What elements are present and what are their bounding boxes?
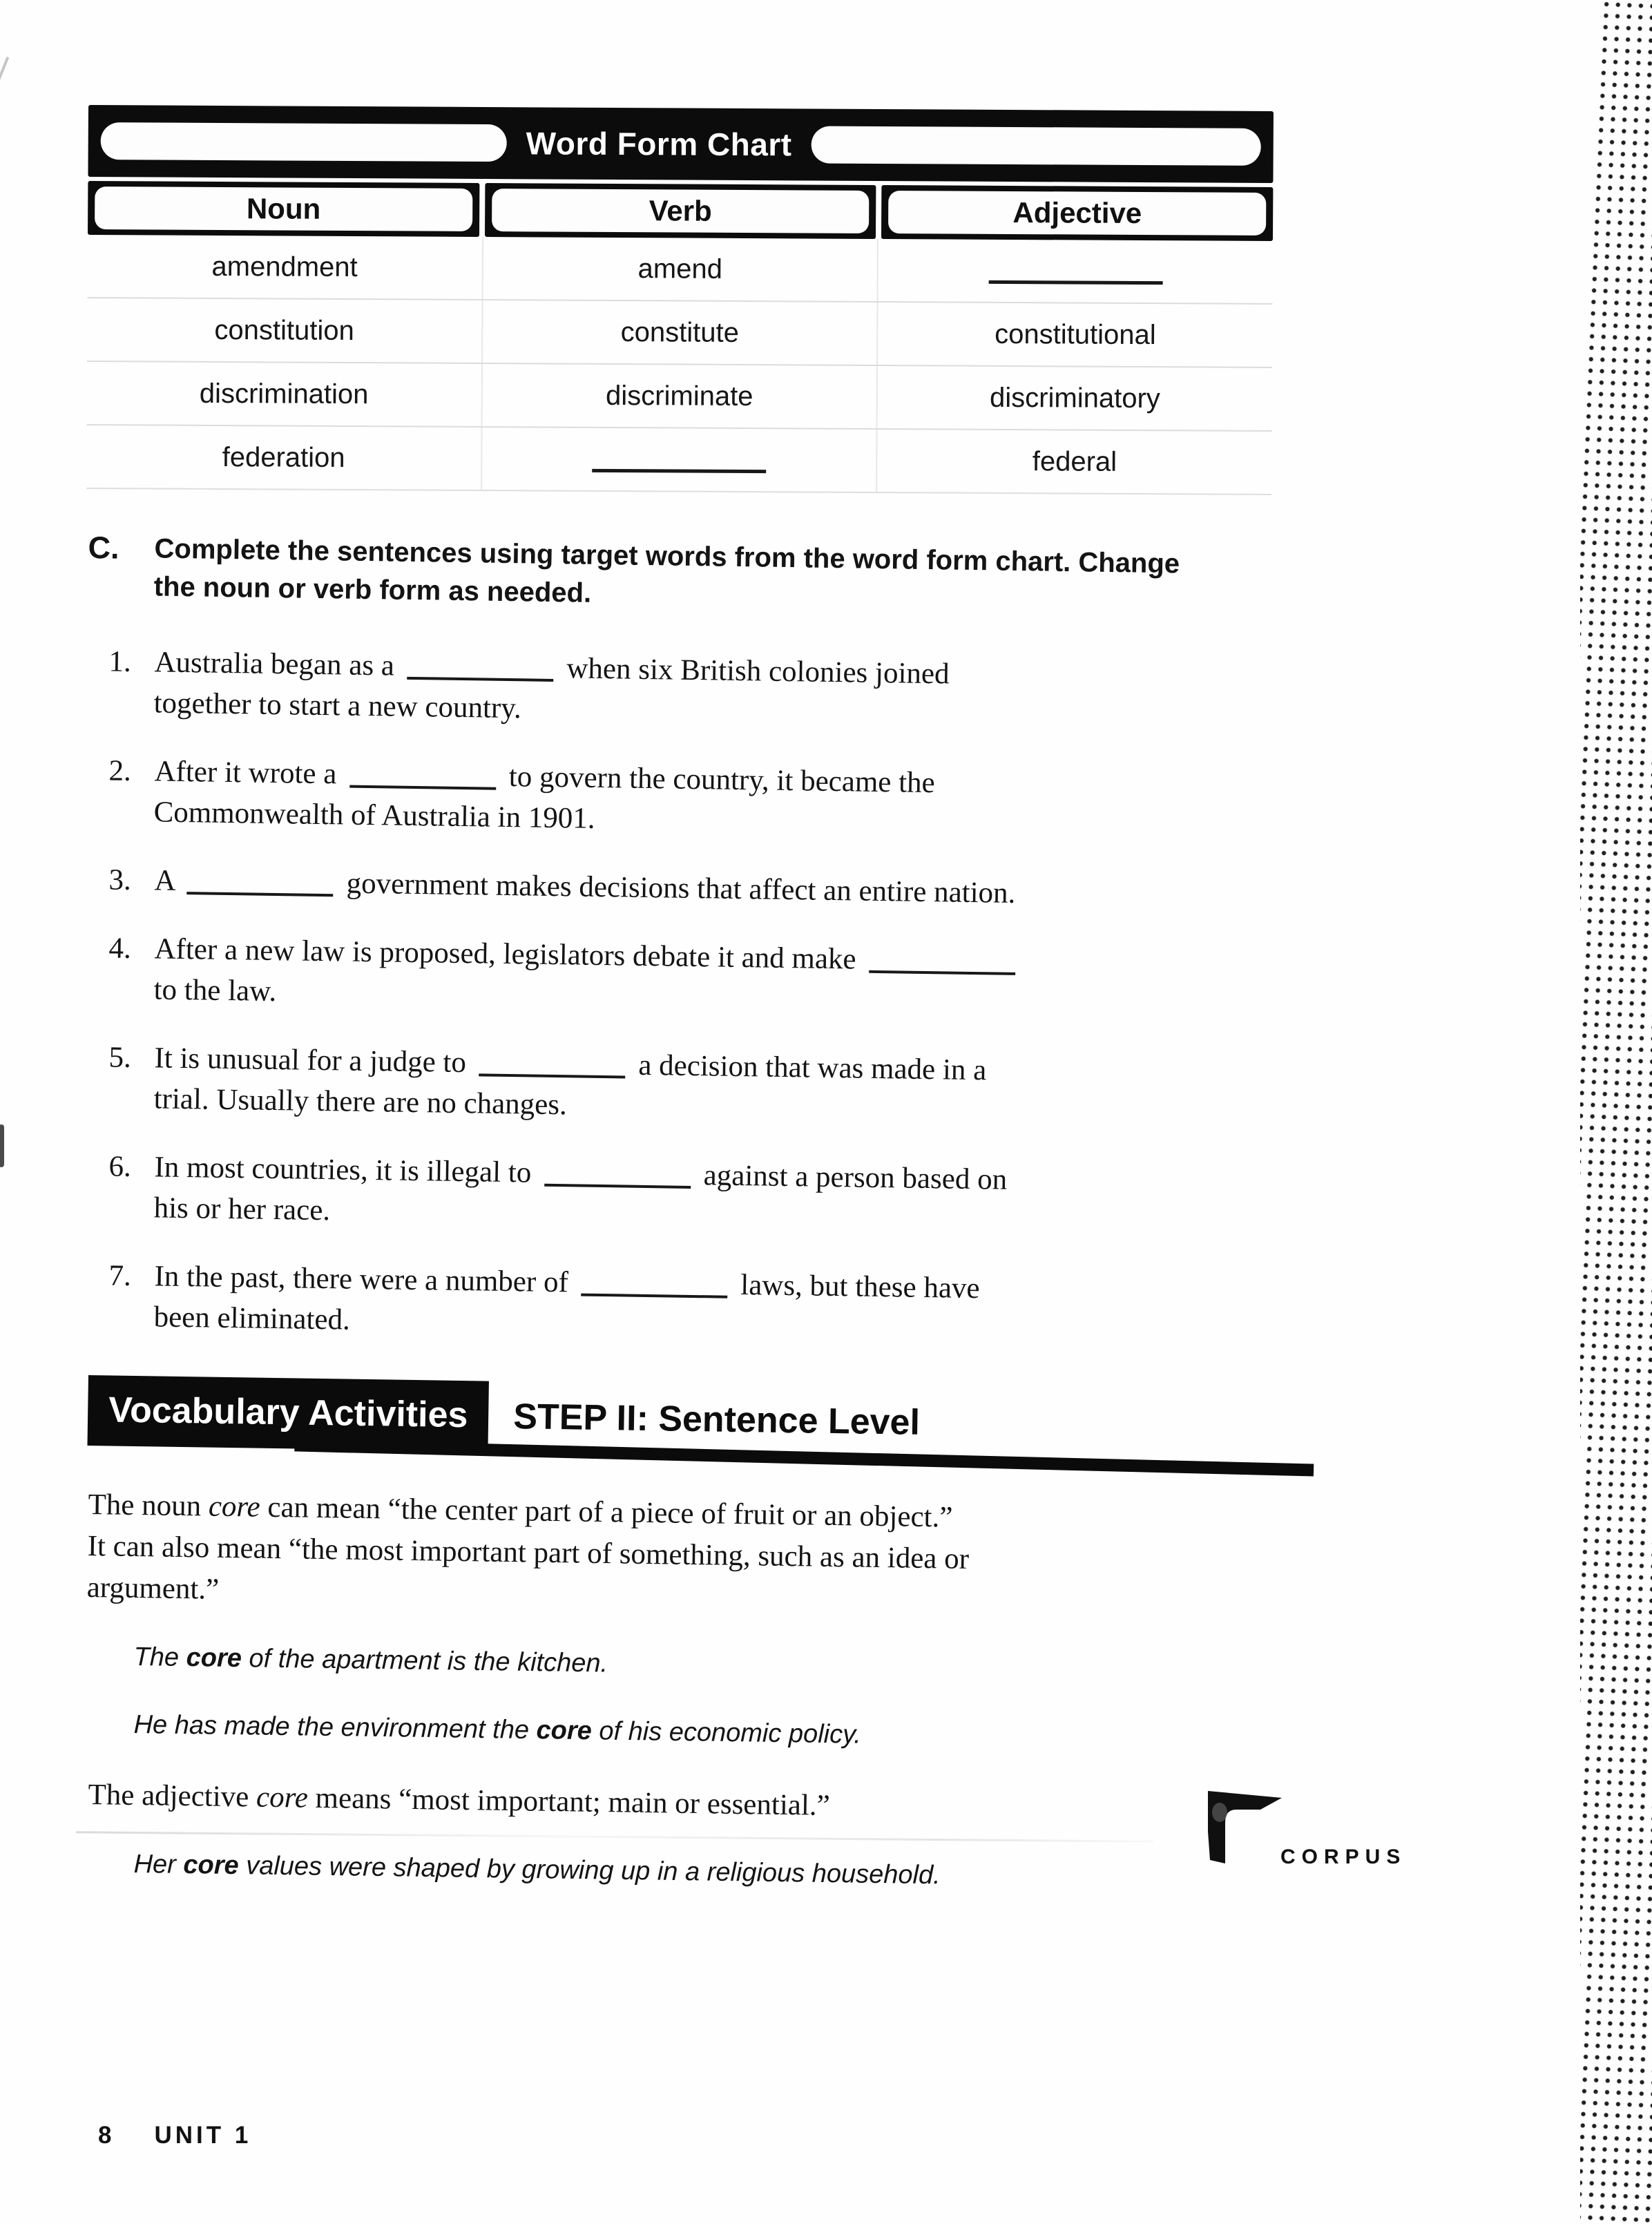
text-segment: means “most important; main or essential.”: [307, 1781, 831, 1822]
decorative-pill-left: [101, 122, 507, 162]
word-form-cell: [876, 366, 1272, 430]
word-form-cell: [481, 364, 876, 428]
word-form-chart-banner: [88, 105, 1274, 183]
exercise-item: [87, 928, 1325, 1028]
text-segment: core: [186, 1643, 242, 1674]
halftone-texture: [1580, 0, 1652, 2224]
text-line: [133, 1639, 1325, 1691]
item-text: [153, 1147, 1007, 1240]
text-segment: It can also mean “the most important part of something, such as an idea or: [87, 1529, 970, 1575]
word-form-value: federation: [222, 441, 345, 473]
section-banner-title: Vocabulary Activities: [108, 1390, 468, 1436]
item-text: [153, 642, 950, 735]
column-header-label: Adjective: [888, 191, 1266, 236]
page-footer: [98, 2122, 251, 2149]
word-form-value: amend: [637, 253, 723, 285]
corpus-logo-label: CORPUS: [1280, 1846, 1407, 1868]
text-segment: In most countries, it is illegal to: [154, 1151, 539, 1189]
page-content: [88, 105, 1325, 1914]
exercise-c: [88, 529, 1325, 1336]
exercise-item: [88, 859, 1325, 919]
text-segment: Australia began as a: [154, 646, 403, 682]
fill-in-blank: [581, 1268, 728, 1298]
text-segment: laws, but these have: [733, 1268, 980, 1305]
item-text: [153, 751, 935, 844]
text-segment: against a person based on: [695, 1159, 1008, 1196]
text-line: [154, 860, 1016, 913]
text-segment: core: [183, 1850, 239, 1881]
word-form-chart-rows: [86, 235, 1273, 495]
text-line: [133, 1707, 1325, 1759]
text-segment: of his economic policy.: [591, 1716, 862, 1750]
text-segment: trial. Usually there are no changes.: [153, 1082, 568, 1122]
core-vocabulary-section: [86, 1484, 1325, 1890]
text-segment: together to start a new country.: [153, 687, 522, 725]
fill-in-blank: [479, 1048, 626, 1079]
text-segment: to the law.: [153, 973, 277, 1008]
text-segment: a decision that was made in a: [631, 1048, 987, 1087]
item-number: 6.: [108, 1150, 132, 1183]
column-header-verb: [485, 183, 876, 239]
corpus-logo: [1206, 1790, 1407, 1880]
text-segment: It is unusual for a judge to: [154, 1042, 474, 1080]
text-segment: argument.”: [86, 1571, 220, 1606]
exercise-instructions: [153, 530, 1180, 621]
text-segment: core: [256, 1781, 309, 1814]
halftone-dots: [1580, 0, 1652, 2224]
text-segment: After a new law is proposed, legislators debate it and make: [154, 932, 864, 976]
instruction-line: Complete the sentences using target words from the word form chart. Change: [154, 533, 1180, 579]
exercise-item: [87, 1255, 1325, 1355]
unit-label: UNIT 1: [154, 2122, 252, 2149]
example-sentence: [133, 1639, 1325, 1691]
decorative-pill-right: [811, 126, 1260, 165]
item-text: [153, 928, 1021, 1023]
text-segment: core: [536, 1716, 593, 1746]
item-number: 7.: [108, 1259, 132, 1292]
scan-artifact-left-edge: [0, 1124, 4, 1167]
instruction-line: the noun or verb form as needed.: [153, 571, 592, 608]
item-number: 1.: [108, 645, 132, 678]
fill-in-blank: [592, 446, 766, 473]
text-segment: when six British colonies joined: [559, 652, 950, 691]
text-segment: Commonwealth of Australia in 1901.: [153, 796, 595, 835]
definition-paragraph: [86, 1484, 1324, 1627]
example-sentence: [133, 1846, 1325, 1899]
text-segment: to govern the country, it became the: [501, 760, 936, 800]
column-header-label: Verb: [492, 189, 870, 233]
column-header-adjective: [881, 185, 1273, 241]
word-form-cell: [876, 303, 1272, 367]
exercise-item: [87, 641, 1325, 741]
section-banner-subtitle: STEP II: Sentence Level: [512, 1397, 921, 1443]
word-form-cell: [86, 425, 481, 490]
text-line: [133, 1846, 1325, 1899]
text-segment: Her: [133, 1849, 184, 1879]
exercise-item: [87, 1037, 1325, 1137]
text-segment: been eliminated.: [153, 1301, 351, 1336]
word-form-cell: [481, 237, 877, 301]
text-segment: values were shaped by growing up in a religious household.: [238, 1851, 941, 1890]
text-segment: his or her race.: [153, 1191, 331, 1227]
word-form-chart: [86, 105, 1274, 495]
text-segment: The noun: [88, 1488, 209, 1523]
text-segment: In the past, there were a number of: [154, 1260, 576, 1299]
column-header-noun: [88, 181, 479, 237]
exercise-item-list: [88, 641, 1325, 1336]
word-form-value: amendment: [211, 251, 358, 282]
item-number: 4.: [108, 932, 132, 965]
text-segment: The: [133, 1642, 186, 1673]
example-sentence: [133, 1707, 1325, 1759]
word-form-row: [87, 297, 1272, 367]
word-form-value: constitute: [620, 316, 740, 348]
fill-in-blank: [544, 1158, 691, 1189]
fill-in-blank: [349, 760, 497, 790]
word-form-cell: [481, 300, 877, 365]
word-form-chart-column-headers: [88, 181, 1273, 241]
word-form-value: federal: [1032, 445, 1117, 477]
word-form-cell: [87, 298, 481, 363]
item-text: [153, 1037, 986, 1131]
section-banner: [87, 1375, 1314, 1464]
fill-in-blank: [407, 651, 554, 682]
text-segment: core: [208, 1490, 261, 1524]
text-segment: He has made the environment the: [133, 1709, 537, 1745]
item-number: 2.: [108, 754, 132, 787]
item-number: 5.: [108, 1041, 132, 1074]
word-form-value: discrimination: [199, 378, 369, 410]
fill-in-blank: [869, 945, 1016, 975]
corpus-logo-icon: [1206, 1790, 1283, 1868]
word-form-value: constitutional: [995, 318, 1156, 350]
word-form-chart-title: Word Form Chart: [526, 125, 792, 163]
section-banner-box: [87, 1375, 489, 1452]
text-segment: The adjective: [88, 1778, 257, 1814]
text-segment: A: [154, 864, 182, 898]
item-number: 3.: [108, 863, 132, 897]
fill-in-blank: [187, 866, 334, 897]
scan-artifact-corner: [0, 57, 9, 104]
fill-in-blank: [988, 258, 1162, 285]
page-number: 8: [98, 2122, 112, 2149]
word-form-row: [88, 235, 1273, 303]
word-form-value: constitution: [214, 314, 354, 346]
text-line: [88, 1774, 1325, 1834]
word-form-cell: [481, 428, 876, 492]
word-form-value: discriminate: [605, 380, 753, 412]
column-header-label: Noun: [95, 186, 472, 231]
exercise-item: [87, 750, 1325, 850]
word-form-cell: [876, 430, 1271, 494]
item-text: [153, 1256, 980, 1350]
definition-paragraph: [88, 1774, 1325, 1834]
word-form-cell: [88, 235, 482, 299]
word-form-row: [87, 361, 1272, 430]
exercise-item: [87, 1146, 1325, 1246]
word-form-value: discriminatory: [989, 382, 1160, 414]
exercise-label: C.: [88, 529, 119, 566]
item-text: [154, 860, 1016, 913]
word-form-cell: [877, 239, 1273, 303]
exercise-c-heading: [87, 529, 1324, 624]
word-form-cell: [87, 362, 481, 426]
text-segment: After it wrote a: [154, 755, 345, 791]
text-segment: can mean “the center part of a piece of fruit or an object.”: [260, 1490, 953, 1534]
word-form-row: [86, 424, 1271, 494]
text-segment: government makes decisions that affect an entire nation.: [338, 867, 1016, 910]
text-segment: of the apartment is the kitchen.: [241, 1644, 608, 1678]
